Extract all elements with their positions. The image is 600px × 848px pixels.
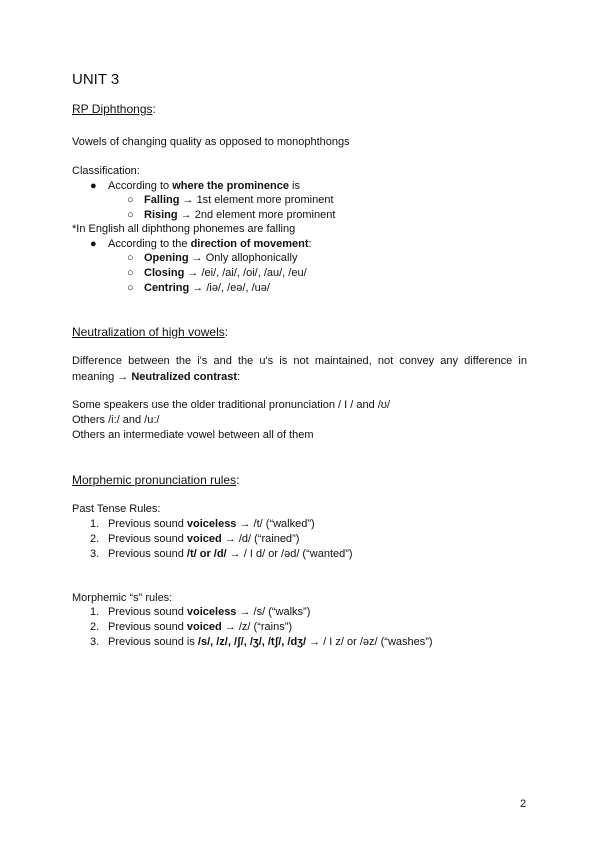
sub-bullet-rising: ○ Rising → 2nd element more prominent [127,209,336,221]
unit-title: UNIT 3 [72,71,120,88]
bullet-icon: ● [90,238,97,250]
paragraph-line-1: Difference between the i's and the u's is not maintained, not convey any difference in [72,355,527,367]
section-heading-morphemic: Morphemic pronunciation rules: [72,473,240,487]
speakers-line-c: Others an intermediate vowel between all of them [72,429,314,441]
paragraph-line-2: meaning → Neutralized contrast: [72,370,241,383]
s-rule-3: 3. Previous sound is /s/, /z/, /ʃ/, /ʒ/, /tʃ/, /dʒ/ → / I z/ or /əz/ (“washes”) [90,636,433,648]
s-rules-label: Morphemic “s” rules: [72,592,173,604]
past-rule-1: 1. Previous sound voiceless → /t/ (“walked”) [90,518,315,530]
hollow-bullet-icon: ○ [127,209,134,221]
speakers-line-a: Some speakers use the older traditional pronunciation / I / and /ʊ/ [72,399,391,411]
hollow-bullet-icon: ○ [127,282,134,294]
hollow-bullet-icon: ○ [127,252,134,264]
s-rule-2: 2. Previous sound voiced → /z/ (“rains”) [90,621,293,633]
diphthong-note: *In English all diphthong phonemes are falling [72,223,296,235]
bullet-prominence: ● According to where the prominence is [90,180,300,192]
s-rule-1: 1. Previous sound voiceless → /s/ (“walks”) [90,606,311,618]
section-heading-neutralization: Neutralization of high vowels: [72,325,229,339]
past-rule-2: 2. Previous sound voiced → /d/ (“rained”) [90,533,300,545]
hollow-bullet-icon: ○ [127,194,134,206]
diphthongs-intro: Vowels of changing quality as opposed to monophthongs [72,136,350,148]
sub-bullet-closing: ○ Closing → /ei/, /ai/, /oi/, /au/, /eu/ [127,267,307,279]
bullet-icon: ● [90,180,97,192]
neutralization-paragraph [72,354,527,385]
section-heading-diphthongs: RP Diphthongs: [72,102,156,116]
hollow-bullet-icon: ○ [127,267,134,279]
bullet-direction: ● According to the direction of movement: [90,238,312,250]
past-tense-label: Past Tense Rules: [72,503,161,515]
sub-bullet-centring: ○ Centring → /iə/, /eə/, /uə/ [127,282,270,294]
sub-bullet-falling: ○ Falling → 1st element more prominent [127,194,334,206]
past-rule-3: 3. Previous sound /t/ or /d/ → / I d/ or /əd/ (“wanted”) [90,548,353,560]
sub-bullet-opening: ○ Opening → Only allophonically [127,252,298,264]
speakers-line-b: Others /i:/ and /u:/ [72,414,160,426]
classification-label: Classification: [72,165,140,177]
page-number: 2 [520,798,527,810]
